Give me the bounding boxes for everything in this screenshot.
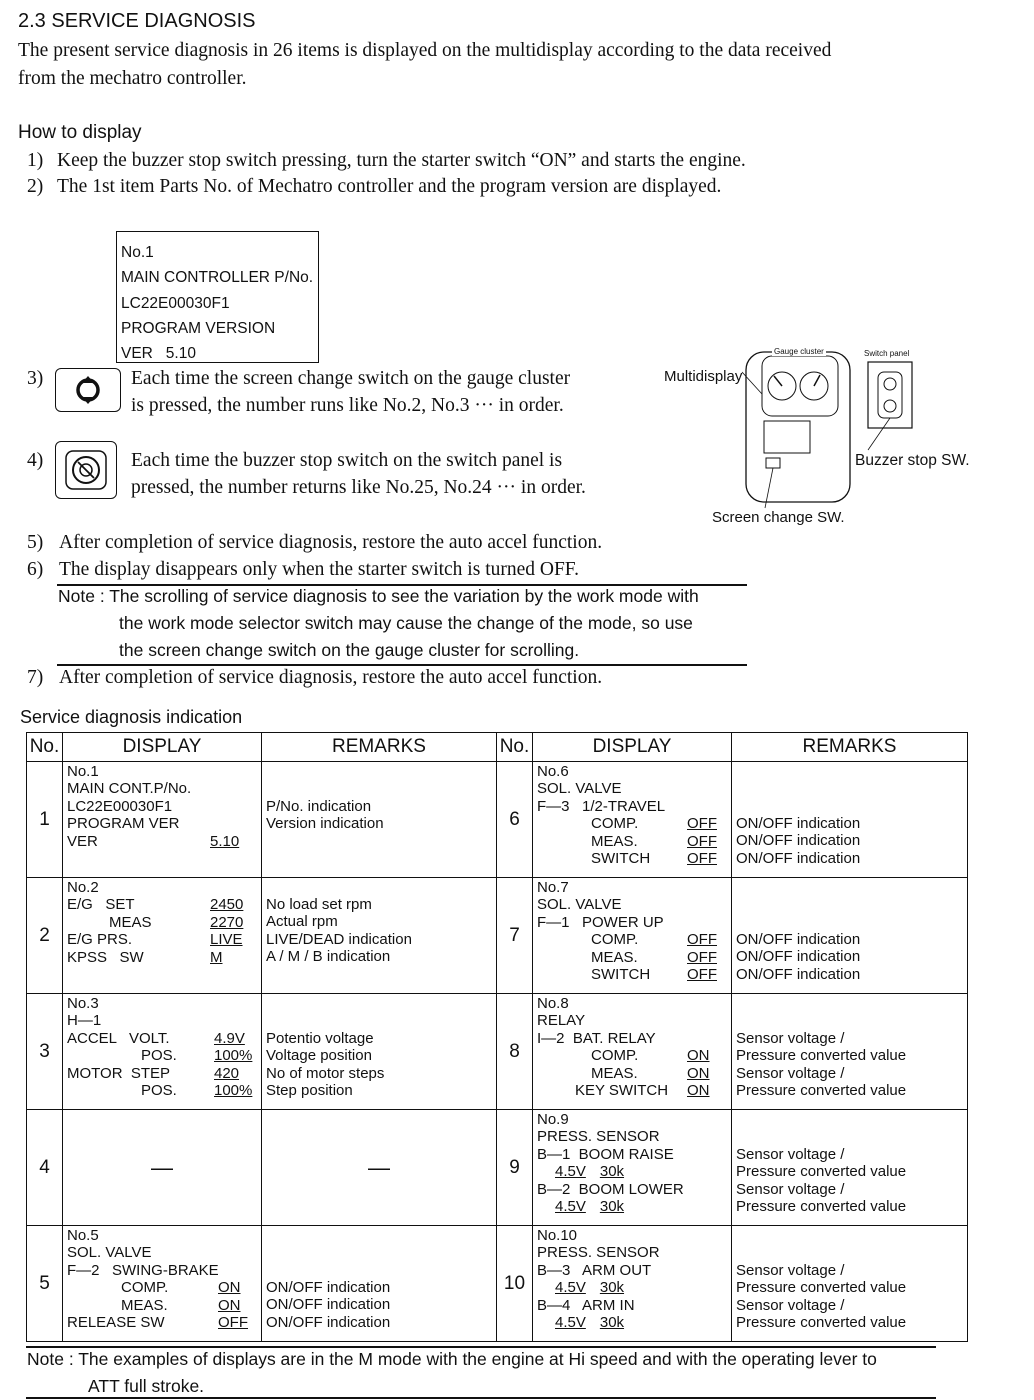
remark-line: No load set rpm xyxy=(266,896,372,913)
display-line xyxy=(537,966,731,983)
note-1-line-1: Note : The scrolling of service diagnosis to see the variation by the work mode with xyxy=(58,586,699,606)
display-key: MOTOR STEP xyxy=(67,1064,171,1082)
screen-change-label: Screen change SW. xyxy=(712,509,845,526)
display-value: 4.5V xyxy=(555,1198,586,1216)
display-key: MEAS. xyxy=(591,948,638,966)
display-line xyxy=(537,1065,731,1082)
display-cell xyxy=(63,878,262,994)
display-line xyxy=(537,931,731,948)
display-value: M xyxy=(210,948,223,966)
display-value: 4.5V xyxy=(555,1163,586,1181)
row-number: 3 xyxy=(27,994,63,1110)
display-line: B—3 ARM OUT xyxy=(537,1261,652,1279)
display-value: OFF xyxy=(687,948,717,966)
display-line xyxy=(537,815,731,832)
display-cell xyxy=(533,994,732,1110)
buzzer-stop-label: Buzzer stop SW. xyxy=(855,452,970,469)
gauge-cluster-label: Gauge cluster xyxy=(774,347,824,356)
display-key: SWITCH xyxy=(591,850,651,868)
display-value: 100% xyxy=(214,1082,253,1100)
remark-line: ON/OFF indication xyxy=(736,832,861,850)
display-value: 5.10 xyxy=(210,832,240,850)
multidisplay-label: Multidisplay xyxy=(664,368,743,385)
display-line xyxy=(67,931,261,948)
note-2-line-1: Note : The examples of displays are in the M mode with the engine at Hi speed and with the operating lever to xyxy=(27,1349,877,1369)
section-title: 2.3 SERVICE DIAGNOSIS xyxy=(18,10,256,32)
remark-line: ON/OFF indication xyxy=(736,815,861,832)
header-no: No. xyxy=(27,733,63,762)
remark-line: Voltage position xyxy=(266,1047,372,1065)
display-key: COMP. xyxy=(591,931,639,949)
display-line: No.10 xyxy=(537,1227,578,1244)
display-line: B—2 BOOM LOWER xyxy=(537,1180,684,1198)
remark-line: Pressure converted value xyxy=(736,1314,907,1332)
display-value: ON xyxy=(218,1279,241,1297)
header-remarks: REMARKS xyxy=(732,733,968,762)
screen-line-1: No.1 xyxy=(121,244,154,261)
display-value: OFF xyxy=(218,1314,248,1332)
display-key: MEAS. xyxy=(121,1296,168,1314)
display-value: OFF xyxy=(687,966,717,984)
display-value: OFF xyxy=(687,931,717,949)
remark-line: Actual rpm xyxy=(266,913,338,931)
display-key: COMP. xyxy=(121,1279,169,1297)
display-line xyxy=(67,1297,261,1314)
display-line: B—1 BOOM RAISE xyxy=(537,1145,674,1163)
display-value: 30k xyxy=(599,1163,625,1181)
step-7-text: After completion of service diagnosis, restore the auto accel function. xyxy=(59,667,603,688)
remark-line: Sensor voltage / xyxy=(736,1296,845,1314)
display-value: 30k xyxy=(599,1314,625,1332)
display-line xyxy=(67,1065,261,1082)
header-display: DISPLAY xyxy=(533,733,732,762)
note-1-line-2: the work mode selector switch may cause the change of the mode, so use xyxy=(119,613,693,633)
remarks-cell xyxy=(732,1226,968,1342)
remark-line: Sensor voltage / xyxy=(736,1030,845,1047)
screen-line-3: LC22E00030F1 xyxy=(121,294,230,312)
display-cell xyxy=(533,762,732,878)
display-line xyxy=(67,1047,261,1064)
display-key: RELEASE SW xyxy=(67,1314,165,1332)
display-line: SOL. VALVE xyxy=(67,1244,152,1262)
display-key: MEAS. xyxy=(591,832,638,850)
step-7-number: 7) xyxy=(27,667,44,688)
how-to-display-title: How to display xyxy=(18,122,142,143)
display-cell xyxy=(63,994,262,1110)
display-line: RELAY xyxy=(537,1012,586,1030)
remarks-cell xyxy=(262,878,497,994)
table-row xyxy=(27,1226,968,1342)
remark-line: LIVE/DEAD indication xyxy=(266,930,412,948)
display-key: COMP. xyxy=(591,1047,639,1065)
remarks-cell xyxy=(732,994,968,1110)
display-line xyxy=(537,850,731,867)
display-value: OFF xyxy=(687,850,717,868)
table-row xyxy=(27,994,968,1110)
note-2-bottom-rule xyxy=(26,1397,936,1399)
display-line xyxy=(67,1082,261,1099)
display-value: 100% xyxy=(214,1047,253,1065)
row-number: 5 xyxy=(27,1226,63,1342)
remarks-cell xyxy=(732,1110,968,1226)
display-line: SOL. VALVE xyxy=(537,896,622,914)
display-line: No.3 xyxy=(67,995,99,1012)
display-line xyxy=(537,949,731,966)
row-number: 2 xyxy=(27,878,63,994)
step-1-number: 1) xyxy=(27,150,44,171)
display-value: 2270 xyxy=(210,913,244,931)
display-key: KPSS SW xyxy=(67,948,144,966)
switch-panel-label: Switch panel xyxy=(864,349,910,358)
display-value: 4.5V xyxy=(555,1314,586,1332)
display-value: ON xyxy=(218,1296,241,1314)
display-line: No.9 xyxy=(537,1111,569,1128)
display-line xyxy=(537,1163,731,1180)
remark-line: Pressure converted value xyxy=(736,1279,907,1297)
display-line xyxy=(67,949,261,966)
remarks-cell xyxy=(262,1226,497,1342)
display-value: OFF xyxy=(687,832,717,850)
display-key: MEAS. xyxy=(591,1064,638,1082)
row-number: 9 xyxy=(497,1110,533,1226)
remarks-cell xyxy=(732,878,968,994)
display-line xyxy=(67,1030,261,1047)
display-line xyxy=(537,1279,731,1296)
note-1-line-3: the screen change switch on the gauge cluster for scrolling. xyxy=(119,640,580,660)
screen-line-4: PROGRAM VERSION xyxy=(121,319,276,337)
screen-change-switch-icon xyxy=(55,368,121,412)
display-line: F—3 1/2-TRAVEL xyxy=(537,797,666,815)
screen-line-5: VER 5.10 xyxy=(121,345,196,363)
display-key: POS. xyxy=(141,1082,177,1100)
display-value: LIVE xyxy=(210,931,243,949)
step-4-number: 4) xyxy=(27,450,44,471)
display-line: B—4 ARM IN xyxy=(537,1296,635,1314)
display-line xyxy=(537,1198,731,1215)
remark-line: Pressure converted value xyxy=(736,1082,907,1100)
display-line: PRESS. SENSOR xyxy=(537,1128,660,1146)
table-header-row xyxy=(27,733,968,762)
display-key: COMP. xyxy=(591,815,639,833)
display-key: KEY SWITCH xyxy=(575,1082,669,1100)
display-key: MEAS xyxy=(109,913,152,931)
remark-line: Sensor voltage / xyxy=(736,1064,845,1082)
remark-line: Version indication xyxy=(266,815,384,833)
display-key: E/G PRS. xyxy=(67,931,133,949)
display-key: VER xyxy=(67,832,98,850)
remark-line: ON/OFF indication xyxy=(736,965,861,983)
screen-line-2: MAIN CONTROLLER P/No. xyxy=(121,269,314,287)
gauge-cluster-figure xyxy=(740,342,920,512)
remark-line: A / M / B indication xyxy=(266,948,391,966)
display-line xyxy=(67,833,261,850)
remark-line: No of motor steps xyxy=(266,1064,385,1082)
display-line xyxy=(537,1047,731,1064)
display-line: H—1 xyxy=(67,1012,102,1030)
row-number: 10 xyxy=(497,1226,533,1342)
table-row xyxy=(27,878,968,994)
display-key: ACCEL VOLT. xyxy=(67,1029,170,1047)
row-number: 4 xyxy=(27,1110,63,1226)
step-5-number: 5) xyxy=(27,532,44,553)
display-cell-empty: — xyxy=(63,1110,262,1226)
remark-line: Pressure converted value xyxy=(736,1198,907,1216)
table-row xyxy=(27,1110,968,1226)
remark-line: ON/OFF indication xyxy=(736,931,861,948)
step-3-number: 3) xyxy=(27,368,44,389)
display-line: MAIN CONT.P/No. xyxy=(67,780,192,798)
row-number: 8 xyxy=(497,994,533,1110)
remark-line: Pressure converted value xyxy=(736,1163,907,1181)
remark-line: Sensor voltage / xyxy=(736,1146,845,1163)
step-3-text-b: is pressed, the number runs like No.2, No.3 ··· in order. xyxy=(131,395,564,416)
remarks-cell-empty: — xyxy=(262,1110,497,1226)
header-remarks: REMARKS xyxy=(262,733,497,762)
display-value: OFF xyxy=(687,815,717,833)
remark-line: ON/OFF indication xyxy=(266,1296,391,1314)
display-value: ON xyxy=(687,1047,710,1065)
display-value: ON xyxy=(687,1082,710,1100)
screen-example-box xyxy=(116,231,319,363)
display-cell xyxy=(63,1226,262,1342)
display-value: 420 xyxy=(214,1064,240,1082)
step-4-text-a: Each time the buzzer stop switch on the switch panel is xyxy=(131,450,563,471)
remark-line: Step position xyxy=(266,1082,353,1100)
display-cell xyxy=(533,1226,732,1342)
display-value: 30k xyxy=(599,1198,625,1216)
remark-line: P/No. indication xyxy=(266,798,372,815)
display-line: No.1 xyxy=(67,763,99,780)
row-number: 6 xyxy=(497,762,533,878)
remark-line: ON/OFF indication xyxy=(266,1313,391,1331)
display-line xyxy=(537,833,731,850)
display-value: 30k xyxy=(599,1279,625,1297)
display-line: F—1 POWER UP xyxy=(537,913,664,931)
display-cell xyxy=(533,1110,732,1226)
display-key: E/G SET xyxy=(67,896,135,914)
display-line: LC22E00030F1 xyxy=(67,797,173,815)
remark-line: Sensor voltage / xyxy=(736,1262,845,1279)
display-line: PROGRAM VER xyxy=(67,815,180,833)
intro-line-1: The present service diagnosis in 26 items is displayed on the multidisplay according to the data received xyxy=(18,40,832,61)
step-3-text-a: Each time the screen change switch on the gauge cluster xyxy=(131,368,571,389)
display-line xyxy=(67,914,261,931)
remarks-cell xyxy=(732,762,968,878)
remark-line: Sensor voltage / xyxy=(736,1180,845,1198)
display-value: 4.5V xyxy=(555,1279,586,1297)
remark-line: ON/OFF indication xyxy=(736,948,861,966)
step-6-number: 6) xyxy=(27,559,44,580)
remarks-cell xyxy=(262,762,497,878)
display-line: PRESS. SENSOR xyxy=(537,1244,660,1262)
row-number: 1 xyxy=(27,762,63,878)
display-value: 4.9V xyxy=(214,1029,245,1047)
display-line: No.2 xyxy=(67,879,99,896)
header-display: DISPLAY xyxy=(63,733,262,762)
diagnosis-table xyxy=(26,732,968,1342)
remarks-cell xyxy=(262,994,497,1110)
display-line: No.8 xyxy=(537,995,569,1012)
display-line xyxy=(67,1314,261,1331)
display-line: SOL. VALVE xyxy=(537,780,622,798)
display-value: 2450 xyxy=(210,896,244,914)
display-cell xyxy=(63,762,262,878)
table-row xyxy=(27,762,968,878)
display-key: POS. xyxy=(141,1047,177,1065)
display-value: ON xyxy=(687,1064,710,1082)
display-line: F—2 SWING-BRAKE xyxy=(67,1261,219,1279)
step-2-number: 2) xyxy=(27,176,44,197)
buzzer-stop-switch-icon xyxy=(55,441,117,499)
remark-line: ON/OFF indication xyxy=(736,849,861,867)
step-5-text: After completion of service diagnosis, restore the auto accel function. xyxy=(59,532,603,553)
header-no: No. xyxy=(497,733,533,762)
remark-line: Pressure converted value xyxy=(736,1047,907,1065)
remark-line: ON/OFF indication xyxy=(266,1279,391,1296)
step-4-text-b: pressed, the number returns like No.25, No.24 ··· in order. xyxy=(131,477,586,498)
display-line xyxy=(67,1279,261,1296)
display-cell xyxy=(533,878,732,994)
note-2-top-rule xyxy=(26,1346,936,1348)
display-line: No.5 xyxy=(67,1227,99,1244)
display-line: No.6 xyxy=(537,763,569,780)
remark-line: Potentio voltage xyxy=(266,1030,374,1047)
step-6-text: The display disappears only when the starter switch is turned OFF. xyxy=(59,559,579,580)
display-key: SWITCH xyxy=(591,966,651,984)
note-2-line-2: ATT full stroke. xyxy=(88,1376,205,1396)
display-line xyxy=(67,896,261,913)
display-line: No.7 xyxy=(537,879,569,896)
row-number: 7 xyxy=(497,878,533,994)
step-1-text: Keep the buzzer stop switch pressing, turn the starter switch “ON” and starts the engine. xyxy=(57,150,746,171)
display-line: I—2 BAT. RELAY xyxy=(537,1029,656,1047)
display-line xyxy=(537,1314,731,1331)
step-2-text: The 1st item Parts No. of Mechatro controller and the program version are displayed. xyxy=(57,176,722,197)
intro-line-2: from the mechatro controller. xyxy=(18,68,247,89)
table-title: Service diagnosis indication xyxy=(20,707,243,727)
display-line xyxy=(537,1082,731,1099)
